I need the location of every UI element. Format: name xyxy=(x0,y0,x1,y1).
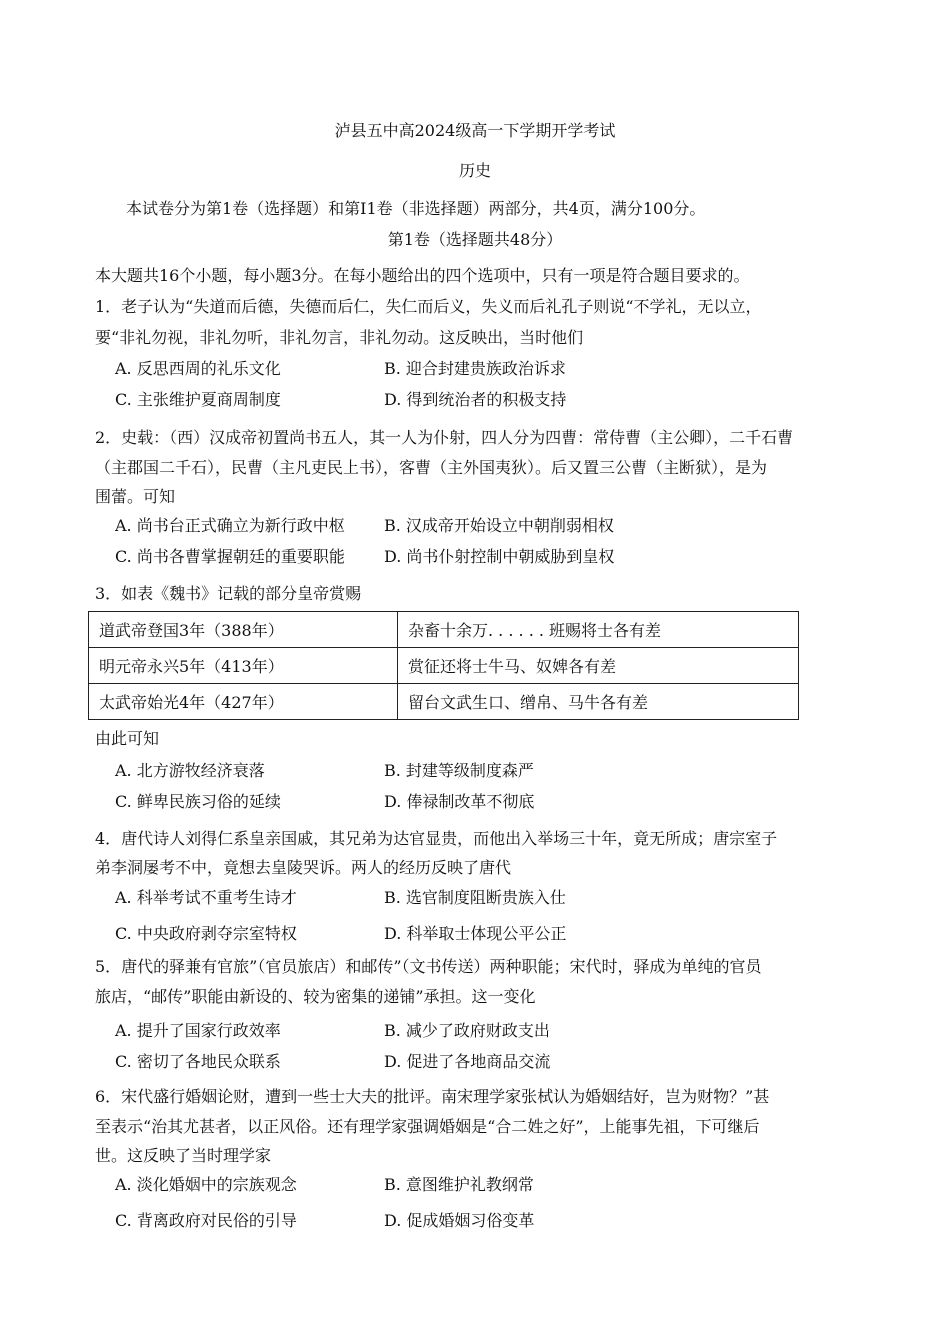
q5-stem-line: 旅店，“邮传”职能由新设的、较为密集的递铺”承担。这一变化 xyxy=(95,987,536,1006)
q1-stem-line: 1．老子认为“失道而后德，失德而后仁，失仁而后义，失义而后礼孔子则说“不学礼，无以立， xyxy=(95,297,762,316)
q2-option-c: C. 尚书各曹掌握朝廷的重要职能 xyxy=(115,547,345,566)
q3-option-a: A. 北方游牧经济衰落 xyxy=(115,761,265,780)
q5-option-d: D. 促进了各地商品交流 xyxy=(384,1052,551,1071)
table-cell: 道武帝登国3年（388年） xyxy=(89,612,398,648)
table-cell: 杂畜十余万. . . . . . 班赐将士各有差 xyxy=(398,612,799,648)
q6-option-a: A. 淡化婚姻中的宗族观念 xyxy=(115,1175,297,1194)
q2-option-b: B. 汉成帝开始设立中朝削弱相权 xyxy=(384,516,614,535)
q4-option-c: C. 中央政府剥夺宗室特权 xyxy=(115,924,297,943)
q1-option-c: C. 主张维护夏商周制度 xyxy=(115,390,281,409)
q1-option-d: D. 得到统治者的积极支持 xyxy=(384,390,567,409)
exam-title: 泸县五中高2024级高一下学期开学考试 xyxy=(334,121,616,140)
q5-option-c: C. 密切了各地民众联系 xyxy=(115,1052,281,1071)
q6-option-d: D. 促成婚姻习俗变革 xyxy=(384,1211,535,1230)
q3-after-text: 由此可知 xyxy=(95,729,160,748)
q3-option-c: C. 鲜卑民族习俗的延续 xyxy=(115,792,281,811)
q3-stem: 3．如表《魏书》记载的部分皇帝赏赐 xyxy=(95,584,362,603)
q4-stem-line: 弟李洞屡考不中，竟想去皇陵哭诉。两人的经历反映了唐代 xyxy=(95,858,512,877)
table-cell: 明元帝永兴5年（413年） xyxy=(89,648,398,684)
q6-option-c: C. 背离政府对民俗的引导 xyxy=(115,1211,297,1230)
q6-stem-line: 至表示“治其尤甚者，以正风俗。还有理学家强调婚姻是“合二姓之好”，上能事先祖，下可继后 xyxy=(95,1117,760,1136)
q4-stem-line: 4．唐代诗人刘得仁系皇亲国戚，其兄弟为达官显贵，而他出入举场三十年，竟无所成；唐宗室子 xyxy=(95,829,778,848)
section-title: 第1卷（选择题共48分） xyxy=(387,230,563,249)
subject-title: 历史 xyxy=(458,161,491,180)
table-cell: 赏征还将士牛马、奴婢各有差 xyxy=(398,648,799,684)
q4-option-a: A. 科举考试不重考生诗才 xyxy=(115,888,297,907)
q6-stem-line: 世。这反映了当时理学家 xyxy=(95,1146,272,1165)
q4-option-d: D. 科举取士体现公平公正 xyxy=(384,924,567,943)
q1-stem-line: 要“非礼勿视，非礼勿听，非礼勿言，非礼勿动。这反映出，当时他们 xyxy=(95,328,584,347)
table-cell: 太武帝始光4年（427年） xyxy=(89,684,398,720)
q1-option-a: A. 反思西周的礼乐文化 xyxy=(115,359,281,378)
q2-option-a: A. 尚书台正式确立为新行政中枢 xyxy=(115,516,345,535)
intro-text: 本试卷分为第1卷（选择题）和第I1卷（非选择题）两部分，共4页，满分100分。 xyxy=(126,199,706,218)
q4-option-b: B. 选官制度阻断贵族入仕 xyxy=(384,888,566,907)
q6-option-b: B. 意图维护礼教纲常 xyxy=(384,1175,534,1194)
table-cell: 留台文武生口、缯帛、马牛各有差 xyxy=(398,684,799,720)
q2-option-d: D. 尚书仆射控制中朝威胁到皇权 xyxy=(384,547,615,566)
table-row xyxy=(89,612,799,648)
reward-table xyxy=(88,611,799,720)
q5-option-a: A. 提升了国家行政效率 xyxy=(115,1021,281,1040)
q2-stem-line: （主郡国二千石），民曹（主凡吏民上书），客曹（主外国夷狄）。后又置三公曹（主断狱），是为 xyxy=(95,458,768,477)
q3-option-b: B. 封建等级制度森严 xyxy=(384,761,534,780)
table-row xyxy=(89,684,799,720)
q5-option-b: B. 减少了政府财政支出 xyxy=(384,1021,550,1040)
q3-option-d: D. 俸禄制改革不彻底 xyxy=(384,792,535,811)
q6-stem-line: 6．宋代盛行婚姻论财，遭到一些士大夫的批评。南宋理学家张栻认为婚姻结好，岂为财物？”甚 xyxy=(95,1087,770,1106)
q2-stem-line: 2．史载：（西）汉成帝初置尚书五人，其一人为仆射，四人分为四曹：常侍曹（主公卿），二千石曹 xyxy=(95,428,794,447)
instruction-text: 本大题共16个小题，每小题3分。在每小题给出的四个选项中，只有一项是符合题目要求的。 xyxy=(95,266,750,285)
q5-stem-line: 5．唐代的驿兼有官旅”（官员旅店）和邮传”（文书传送）两种职能；宋代时，驿成为单纯的官员 xyxy=(95,957,762,976)
table-row xyxy=(89,648,799,684)
q1-option-b: B. 迎合封建贵族政治诉求 xyxy=(384,359,566,378)
q2-stem-line: 围蕾。可知 xyxy=(95,487,176,506)
